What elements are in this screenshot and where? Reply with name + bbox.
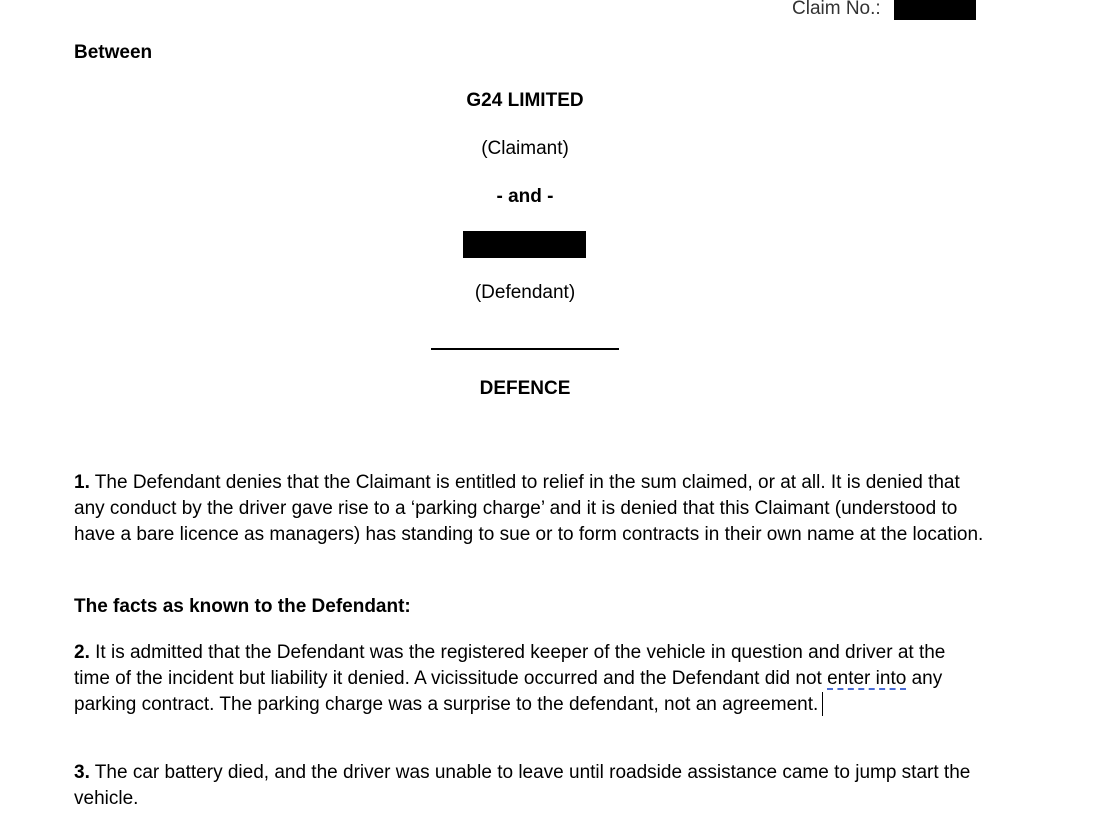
facts-heading: The facts as known to the Defendant: bbox=[74, 596, 411, 617]
paragraph-text: any parking contract. The parking charge was a surprise to the defendant, not an agreement. bbox=[74, 668, 943, 715]
paragraph-3[interactable] bbox=[74, 760, 984, 812]
claimant-name: G24 LIMITED bbox=[466, 90, 584, 111]
paragraph-2[interactable] bbox=[74, 640, 984, 718]
paragraph-text: It is admitted that the Defendant was the registered keeper of the vehicle in question and driver at the time of the incident but liability it denied. A vicissitude occurred and the Defendant did not bbox=[74, 642, 946, 689]
paragraph-number: 1. bbox=[74, 472, 90, 493]
document-title: DEFENCE bbox=[479, 378, 571, 399]
claim-number-label: Claim No.: bbox=[792, 0, 881, 19]
paragraph-text: The Defendant denies that the Claimant is entitled to relief in the sum claimed, or at all. It is denied that any conduct by the driver gave rise to a ‘parking charge’ and it is denied that this Claimant (understood to have a bare licence as managers) has standing to sue or to form contracts in their own name at the location. bbox=[74, 472, 984, 545]
defendant-name-redaction bbox=[463, 231, 586, 258]
between-label: Between bbox=[74, 42, 153, 63]
text-cursor bbox=[822, 692, 823, 716]
defendant-role: (Defendant) bbox=[474, 282, 576, 303]
paragraph-number: 3. bbox=[74, 762, 90, 783]
title-divider bbox=[431, 348, 619, 350]
claimant-role: (Claimant) bbox=[481, 138, 569, 159]
claim-number-redaction bbox=[894, 0, 976, 20]
and-separator: - and - bbox=[496, 186, 554, 207]
paragraph-text: The car battery died, and the driver was unable to leave until roadside assistance came to jump start the vehicle. bbox=[74, 762, 971, 809]
paragraph-number: 2. bbox=[74, 642, 90, 663]
grammar-flagged-phrase[interactable]: enter into bbox=[827, 668, 907, 689]
paragraph-1[interactable] bbox=[74, 470, 984, 548]
